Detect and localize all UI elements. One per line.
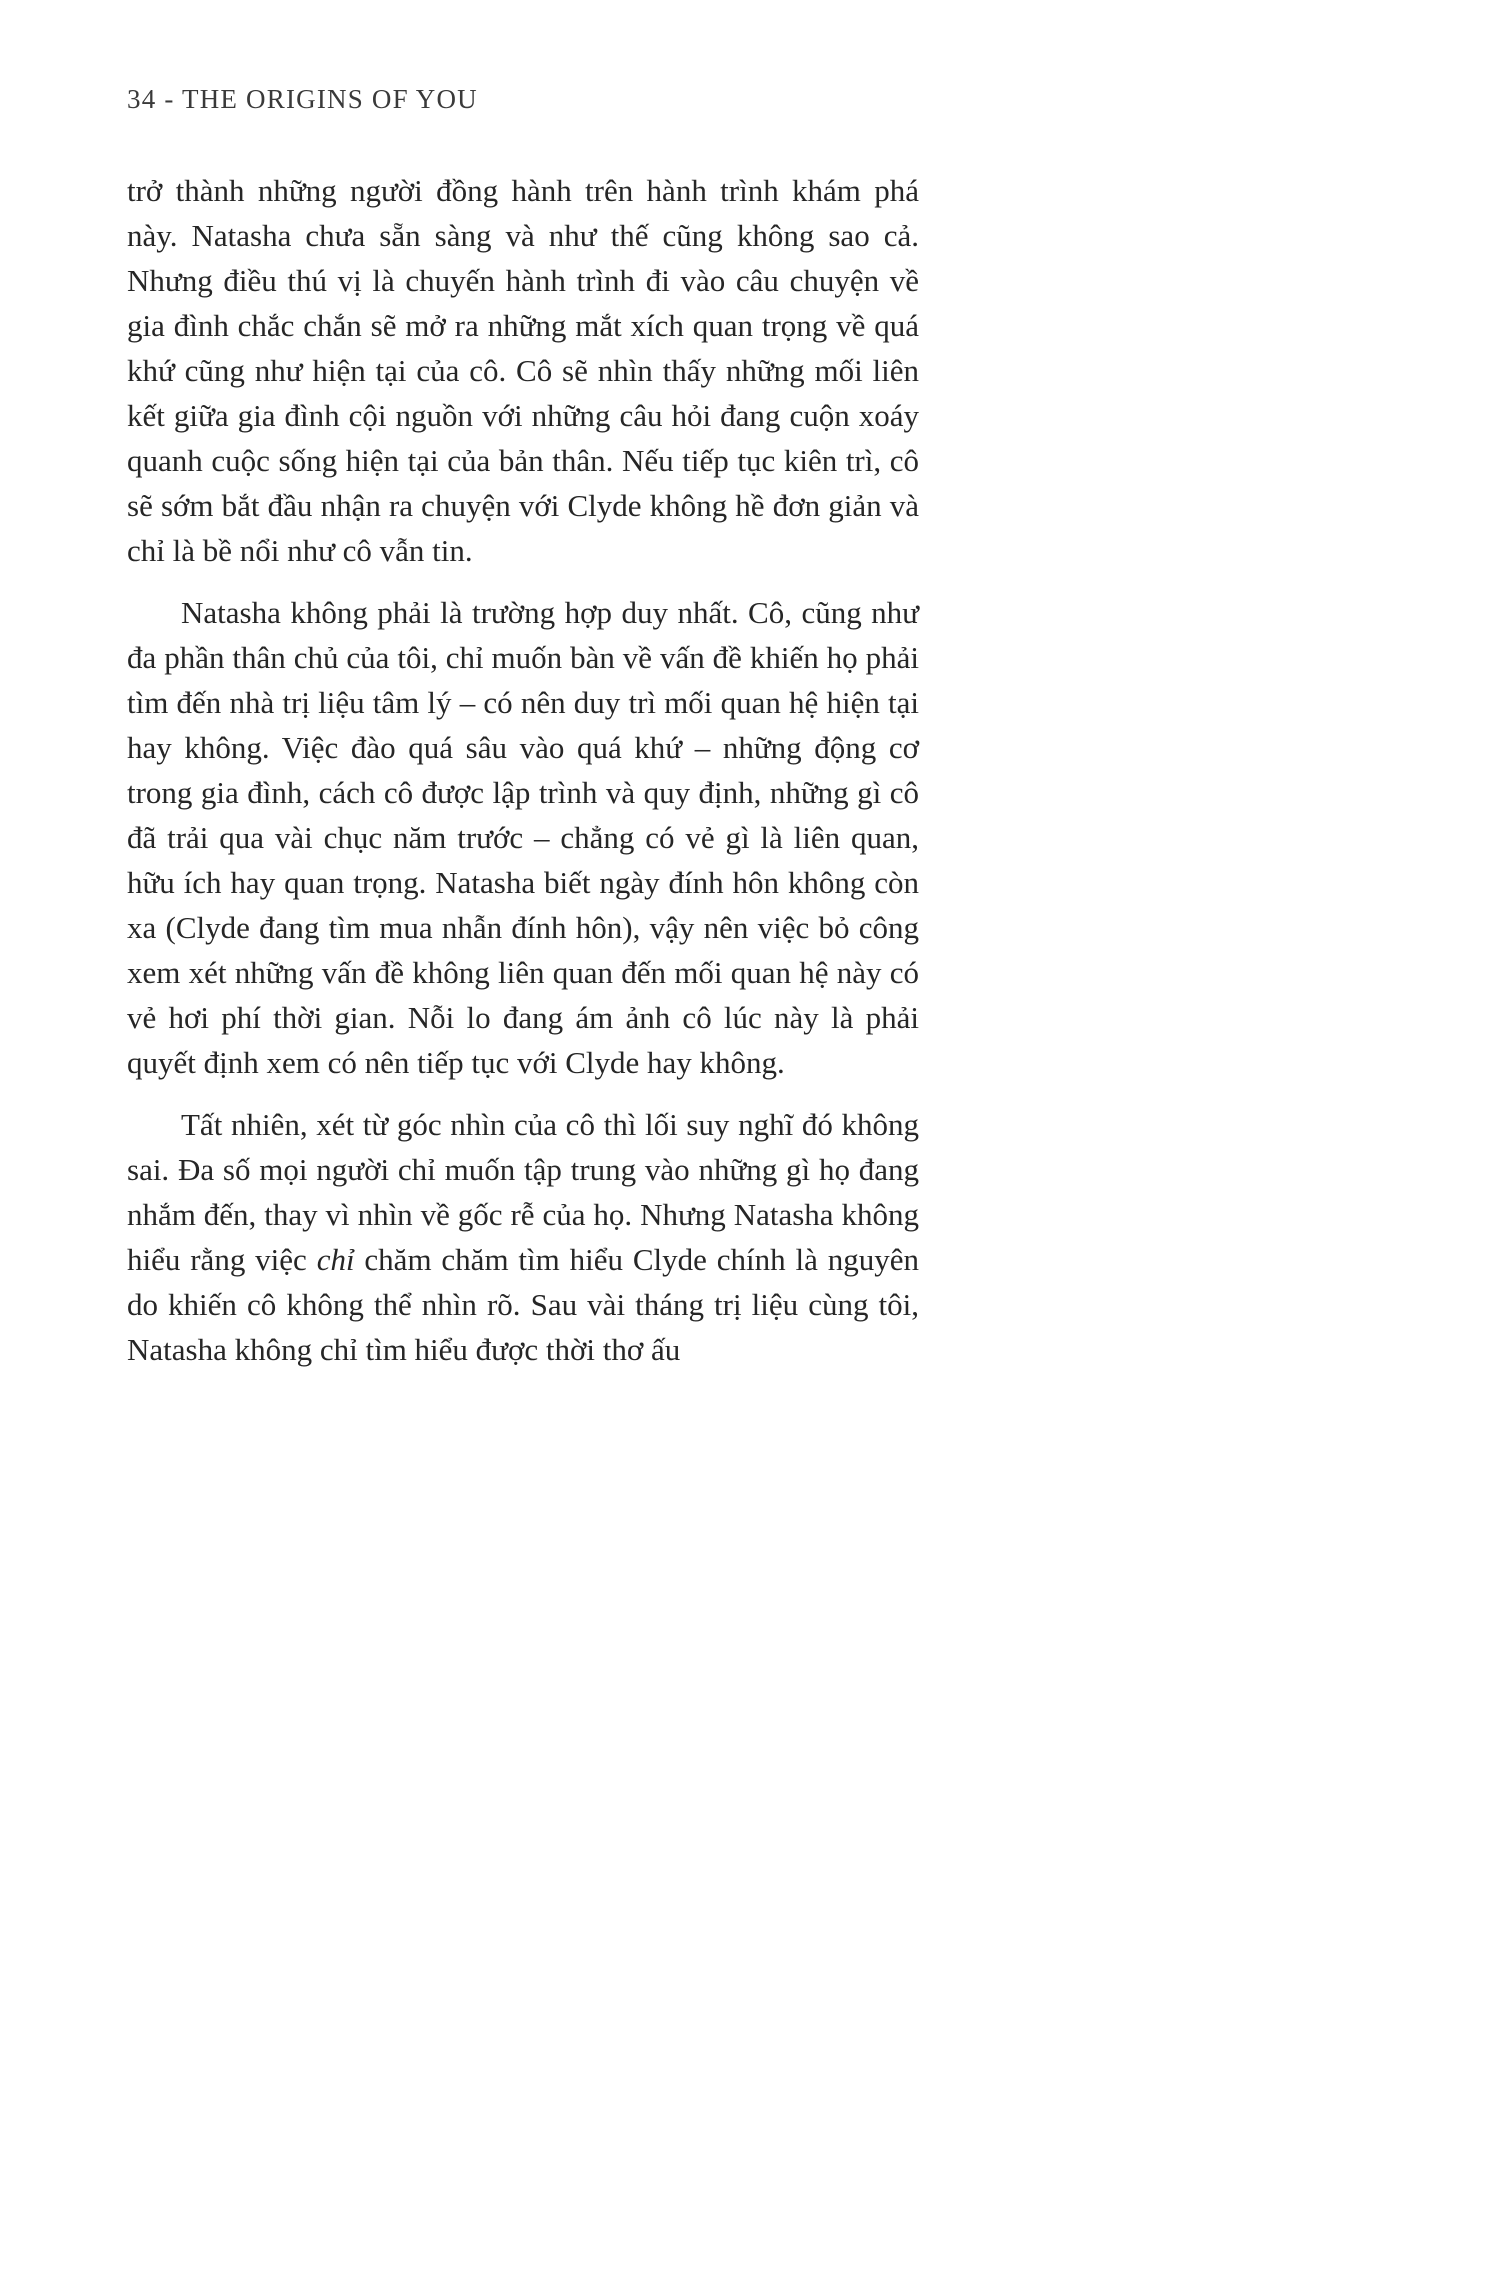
- paragraph: [127, 168, 919, 573]
- body-text: [127, 168, 919, 1389]
- running-head: [127, 84, 478, 115]
- text-segment-italic: chỉ: [316, 1242, 355, 1277]
- text-segment: trở thành những người đồng hành trên hành trình khám phá này. Natasha chưa sẵn sàng và như thế cũng không sao cả. Nhưng điều thú vị là chuyến hành trình đi vào câu chuyện về gia đình chắc chắn sẽ mở ra những mắt xích quan trọng về quá khứ cũng như hiện tại của cô. Cô sẽ nhìn thấy những mối liên kết giữa gia đình cội nguồn với những câu hỏi đang cuộn xoáy quanh cuộc sống hiện tại của bản thân. Nếu tiếp tục kiên trì, cô sẽ sớm bắt đầu nhận ra chuyện với Clyde không hề đơn giản và chỉ là bề nổi như cô vẫn tin.: [127, 173, 919, 568]
- text-segment: chăm chăm tìm hiểu Clyde chính là nguyên do khiến cô không thể nhìn rõ. Sau vài tháng trị liệu cùng tôi, Natasha không chỉ tìm hiểu được thời thơ ấu: [127, 1242, 919, 1367]
- text-segment: Natasha không phải là trường hợp duy nhất. Cô, cũng như đa phần thân chủ của tôi, chỉ muốn bàn về vấn đề khiến họ phải tìm đến nhà trị liệu tâm lý – có nên duy trì mối quan hệ hiện tại hay không. Việc đào quá sâu vào quá khứ – những động cơ trong gia đình, cách cô được lập trình và quy định, những gì cô đã trải qua vài chục năm trước – chẳng có vẻ gì là liên quan, hữu ích hay quan trọng. Natasha biết ngày đính hôn không còn xa (Clyde đang tìm mua nhẫn đính hôn), vậy nên việc bỏ công xem xét những vấn đề không liên quan đến mối quan hệ này có vẻ hơi phí thời gian. Nỗi lo đang ám ảnh cô lúc này là phải quyết định xem có nên tiếp tục với Clyde hay không.: [127, 595, 919, 1080]
- page-number-and-book-title: 34 - THE ORIGINS OF YOU: [127, 84, 478, 114]
- paragraph: [127, 590, 919, 1085]
- text-segment: Tất nhiên, xét từ góc nhìn của cô thì lối suy nghĩ đó không sai. Đa số mọi người chỉ muốn tập trung vào những gì họ đang nhắm đến, thay vì nhìn về gốc rễ của họ. Nhưng Natasha không hiểu rằng việc: [127, 1107, 919, 1277]
- paragraph: [127, 1102, 919, 1372]
